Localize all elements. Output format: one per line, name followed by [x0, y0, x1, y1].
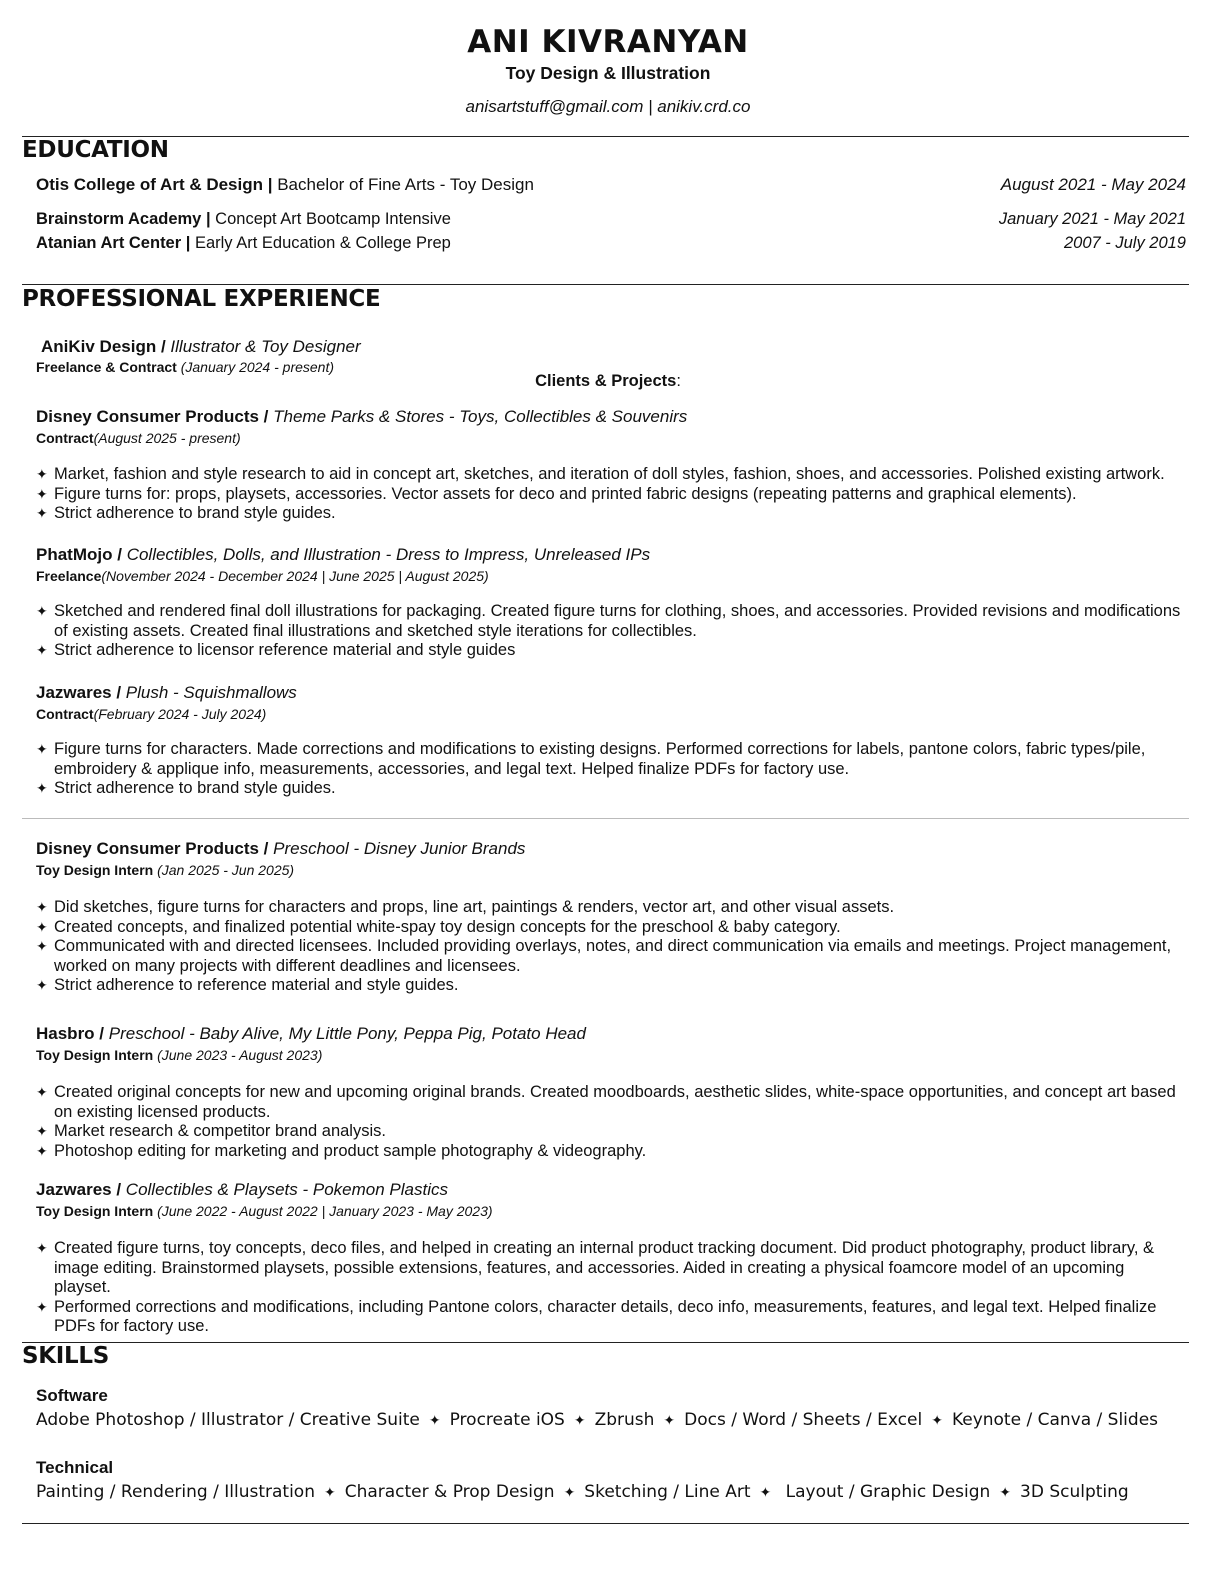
bullet-item: ✦ Strict adherence to brand style guides. [36, 504, 336, 523]
company-name: AniKiv Design / [41, 337, 166, 356]
job-header [36, 839, 525, 859]
skill-item: Keynote / Canva / Slides [951, 1410, 1159, 1430]
skill-item: 3D Sculpting [1020, 1482, 1129, 1502]
job-role: Toy Design Intern [36, 1047, 154, 1063]
job-header [36, 1180, 448, 1200]
job-description: Illustrator & Toy Designer [170, 337, 361, 356]
company-name: Disney Consumer Products / [36, 407, 269, 426]
star-bullet-icon: ✦ [36, 899, 48, 915]
job-header [36, 683, 297, 703]
bullet-list [36, 1083, 1181, 1161]
job-subheader [36, 706, 266, 722]
bullet-item: ✦ Market research & competitor brand analysis. [36, 1122, 386, 1141]
star-bullet-icon: ✦ [36, 741, 48, 757]
star-separator-icon: ✦ [999, 1485, 1012, 1501]
job-description: Theme Parks & Stores - Toys, Collectibles & Souvenirs [273, 407, 688, 426]
software-skills [36, 1410, 1158, 1430]
star-bullet-icon: ✦ [36, 1240, 48, 1256]
star-separator-icon: ✦ [573, 1413, 586, 1429]
divider [22, 818, 1189, 819]
program-name: Early Art Education & College Prep [194, 234, 451, 252]
star-bullet-icon: ✦ [36, 603, 48, 619]
job-dates: (January 2024 - present) [180, 359, 335, 375]
job-dates: (February 2024 - July 2024) [93, 706, 267, 722]
bullet-item: ✦ Did sketches, figure turns for characters and props, line art, paintings & renders, vector art, and other visual assets. [36, 898, 895, 916]
bullet-list [36, 465, 1181, 524]
skills-heading: SKILLS [22, 1343, 110, 1369]
star-bullet-icon: ✦ [36, 918, 48, 935]
job-header [36, 1024, 586, 1044]
company-name: Jazwares / [36, 1180, 122, 1199]
education-dates: August 2021 - May 2024 [1000, 175, 1186, 194]
resume-subtitle: Toy Design & Illustration [505, 63, 711, 83]
job-subheader [36, 862, 294, 878]
bullet-item: ✦ Created concepts, and finalized potential white-spay toy design concepts for the preschool & baby category. [36, 917, 841, 936]
job-role: Toy Design Intern [36, 862, 154, 878]
education-dates: 2007 - July 2019 [1063, 234, 1186, 252]
program-name: Concept Art Bootcamp Intensive [215, 210, 451, 228]
bullet-item: ✦ Market, fashion and style research to aid in concept art, sketches, and iteration of doll styles, fashion, shoes, and accessories. Polished existing artwork. [36, 465, 1165, 483]
job-description: Plush - Squishmallows [125, 683, 297, 702]
star-separator-icon: ✦ [663, 1413, 676, 1429]
company-name: Hasbro / [36, 1024, 105, 1043]
bullet-list [36, 740, 1181, 799]
company-name: Jazwares / [36, 683, 122, 702]
education-item [36, 234, 1186, 253]
star-bullet-icon: ✦ [36, 780, 48, 797]
bullet-item: ✦ Communicated with and directed licensees. Included providing overlays, notes, and direct communication via emails and meetings. Project management, worked on many projects with different deadlines and licensees. [36, 937, 1172, 975]
technical-skills [36, 1482, 1129, 1502]
bullet-item: ✦ Strict adherence to licensor reference material and style guides [36, 641, 516, 660]
job-description: Collectibles, Dolls, and Illustration - Dress to Impress, Unreleased IPs [126, 545, 651, 564]
star-bullet-icon: ✦ [36, 1298, 48, 1315]
job-dates: (November 2024 - December 2024 | June 2025 | August 2025) [101, 568, 489, 584]
skill-item: Adobe Photoshop / Illustrator / Creative Suite [36, 1410, 420, 1430]
star-bullet-icon: ✦ [36, 1123, 48, 1140]
job-description: Collectibles & Playsets - Pokemon Plastics [125, 1180, 448, 1199]
resume-name: ANI KIVRANYAN [467, 24, 749, 60]
bullet-item: ✦ Created figure turns, toy concepts, deco files, and helped in creating an internal product tracking document. Did product photography, product library, & image editing. Brainstormed playsets, possible extensions, features, and accessories. Aided in creating a physical foamcore model of an upcoming playset. [36, 1239, 1155, 1297]
divider [22, 136, 1189, 137]
clients-heading: Clients & Projects: [535, 372, 681, 390]
job-header [41, 337, 361, 357]
skill-item: Character & Prop Design [344, 1482, 555, 1502]
school-name: Atanian Art Center | [36, 234, 191, 252]
contact-line: anisartstuff@gmail.com | anikiv.crd.co [465, 97, 751, 116]
school-name: Brainstorm Academy | [36, 210, 211, 228]
job-role: Freelance & Contract [36, 359, 177, 375]
star-bullet-icon: ✦ [36, 1084, 48, 1100]
star-bullet-icon: ✦ [36, 977, 48, 994]
bullet-item: ✦ Strict adherence to brand style guides. [36, 779, 336, 798]
job-role: Contract [36, 430, 94, 446]
education-dates: January 2021 - May 2021 [998, 210, 1186, 228]
bullet-item: ✦ Photoshop editing for marketing and product sample photography & videography. [36, 1141, 647, 1160]
skill-item: Layout / Graphic Design [780, 1482, 991, 1502]
job-subheader [36, 568, 489, 584]
job-role: Freelance [36, 568, 102, 584]
star-separator-icon: ✦ [563, 1485, 576, 1501]
job-role: Toy Design Intern [36, 1203, 154, 1219]
star-bullet-icon: ✦ [36, 938, 48, 955]
star-bullet-icon: ✦ [36, 466, 48, 482]
bullet-item: ✦ Performed corrections and modifications, including Pantone colors, character details, deco info, measurements, features, and legal text. Helped finalize PDFs for factory use. [36, 1297, 1157, 1336]
program-name: Bachelor of Fine Arts - Toy Design [277, 175, 534, 194]
job-description: Preschool - Disney Junior Brands [273, 839, 526, 858]
school-name: Otis College of Art & Design | [36, 175, 273, 194]
star-bullet-icon: ✦ [36, 505, 48, 522]
star-bullet-icon: ✦ [36, 642, 48, 659]
job-dates: (June 2022 - August 2022 | January 2023 - May 2023) [157, 1203, 493, 1219]
bullet-item: ✦ Created original concepts for new and upcoming original brands. Created moodboards, aesthetic slides, white-space opportunities, and concept art based on existing licensed products. [36, 1083, 1176, 1121]
bullet-list [36, 898, 1181, 996]
job-subheader [36, 1203, 493, 1219]
job-subheader [36, 1047, 322, 1063]
star-bullet-icon: ✦ [36, 1142, 48, 1159]
divider [22, 1523, 1189, 1524]
job-subheader [36, 430, 241, 446]
bullet-item: ✦ Strict adherence to reference material and style guides. [36, 976, 459, 995]
bullet-list [36, 602, 1181, 661]
software-label: Software [36, 1386, 108, 1405]
company-name: PhatMojo / [36, 545, 122, 564]
job-header [36, 545, 650, 565]
divider [22, 284, 1189, 285]
technical-label: Technical [36, 1458, 114, 1477]
skill-item: Zbrush [594, 1410, 655, 1430]
job-dates: (Jan 2025 - Jun 2025) [157, 862, 295, 878]
bullet-item: ✦ Figure turns for: props, playsets, accessories. Vector assets for deco and printed fabric designs (repeating patterns and graphical elements). [36, 484, 1077, 503]
bullet-item: ✦ Sketched and rendered final doll illustrations for packaging. Created figure turns for clothing, shoes, and accessories. Provided revisions and modifications of existing assets. Created final illustrations and sketched style iterations for collectibles. [36, 602, 1181, 640]
skill-item: Docs / Word / Sheets / Excel [684, 1410, 923, 1430]
skill-item: Procreate iOS [449, 1410, 565, 1430]
job-dates: (June 2023 - August 2023) [157, 1047, 323, 1063]
experience-heading: PROFESSIONAL EXPERIENCE [22, 286, 381, 312]
star-separator-icon: ✦ [323, 1485, 336, 1501]
education-heading: EDUCATION [22, 137, 169, 163]
skill-item: Sketching / Line Art [584, 1482, 751, 1502]
job-role: Contract [36, 706, 94, 722]
star-separator-icon: ✦ [931, 1413, 943, 1429]
star-separator-icon: ✦ [759, 1485, 772, 1501]
bullet-item: ✦ Figure turns for characters. Made corrections and modifications to existing designs. Performed corrections for labels, pantone colors, fabric types/pile, embroidery & applique info, measurements, accessories, and legal text. Helped finalize PDFs for factory use. [36, 740, 1146, 778]
job-dates: (August 2025 - present) [93, 430, 241, 446]
bullet-list [36, 1239, 1181, 1337]
divider [22, 1342, 1189, 1343]
job-description: Preschool - Baby Alive, My Little Pony, Peppa Pig, Potato Head [108, 1024, 586, 1043]
star-separator-icon: ✦ [428, 1413, 441, 1429]
company-name: Disney Consumer Products / [36, 839, 269, 858]
star-bullet-icon: ✦ [36, 485, 48, 502]
job-header [36, 407, 687, 427]
skill-item: Painting / Rendering / Illustration [36, 1482, 315, 1502]
